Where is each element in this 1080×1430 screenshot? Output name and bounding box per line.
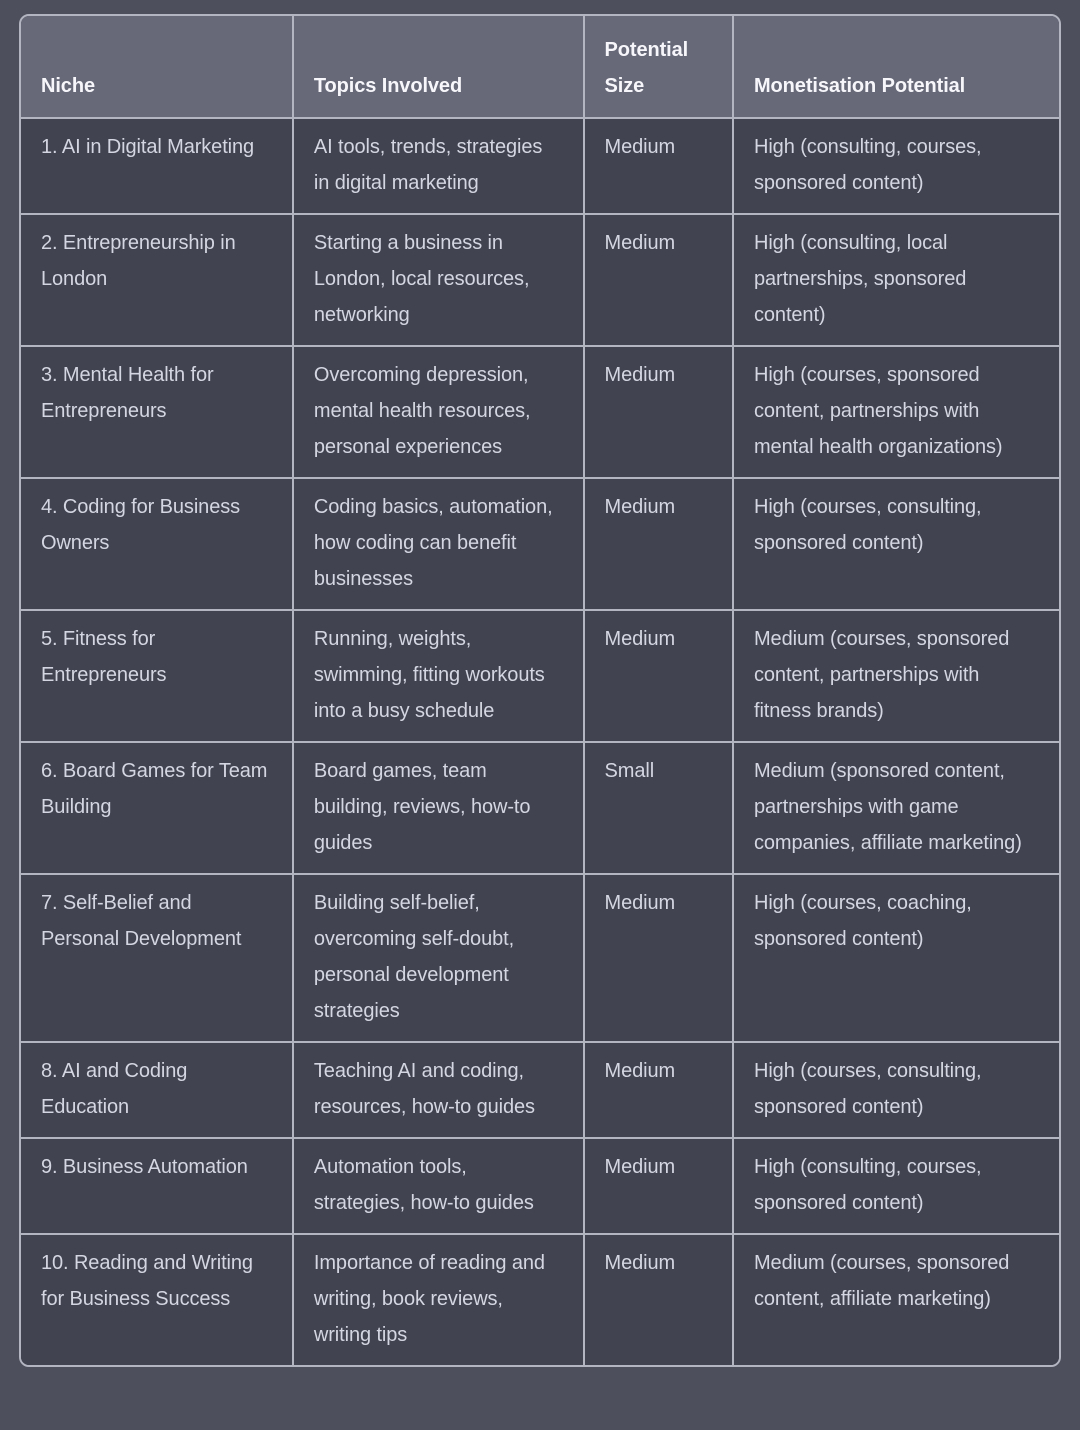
cell-monetisation: High (consulting, courses, sponsored content) [732, 117, 1059, 213]
cell-topics: Teaching AI and coding, resources, how-to guides [292, 1041, 583, 1137]
cell-topics: Coding basics, automation, how coding can benefit businesses [292, 477, 583, 609]
table-row [21, 1137, 1059, 1233]
table-head [21, 16, 1059, 117]
cell-size: Medium [583, 345, 732, 477]
cell-topics: Automation tools, strategies, how-to guides [292, 1137, 583, 1233]
column-header-niche: Niche [21, 16, 292, 117]
cell-monetisation: High (courses, coaching, sponsored content) [732, 873, 1059, 1041]
table-row [21, 117, 1059, 213]
cell-niche: 5. Fitness for Entrepreneurs [21, 609, 292, 741]
cell-topics: Running, weights, swimming, fitting workouts into a busy schedule [292, 609, 583, 741]
column-header-size: Potential Size [583, 16, 732, 117]
cell-topics: Overcoming depression, mental health resources, personal experiences [292, 345, 583, 477]
table-body [21, 117, 1059, 1365]
cell-niche: 6. Board Games for Team Building [21, 741, 292, 873]
cell-niche: 7. Self-Belief and Personal Development [21, 873, 292, 1041]
table-row [21, 1233, 1059, 1365]
cell-monetisation: High (consulting, local partnerships, sponsored content) [732, 213, 1059, 345]
cell-size: Medium [583, 477, 732, 609]
cell-topics: Building self-belief, overcoming self-doubt, personal development strategies [292, 873, 583, 1041]
cell-topics: Starting a business in London, local resources, networking [292, 213, 583, 345]
cell-size: Medium [583, 609, 732, 741]
cell-size: Medium [583, 1233, 732, 1365]
cell-size: Small [583, 741, 732, 873]
cell-niche: 9. Business Automation [21, 1137, 292, 1233]
table-row [21, 609, 1059, 741]
cell-niche: 8. AI and Coding Education [21, 1041, 292, 1137]
cell-monetisation: Medium (courses, sponsored content, partnerships with fitness brands) [732, 609, 1059, 741]
cell-monetisation: High (consulting, courses, sponsored content) [732, 1137, 1059, 1233]
cell-niche: 4. Coding for Business Owners [21, 477, 292, 609]
cell-monetisation: High (courses, consulting, sponsored content) [732, 1041, 1059, 1137]
niche-table-container [19, 14, 1061, 1367]
cell-niche: 2. Entrepreneurship in London [21, 213, 292, 345]
column-header-topics: Topics Involved [292, 16, 583, 117]
cell-size: Medium [583, 1137, 732, 1233]
niche-comparison-table [21, 16, 1059, 1365]
cell-monetisation: High (courses, sponsored content, partnerships with mental health organizations) [732, 345, 1059, 477]
cell-size: Medium [583, 213, 732, 345]
table-row [21, 213, 1059, 345]
column-header-monetisation: Monetisation Potential [732, 16, 1059, 117]
table-row [21, 1041, 1059, 1137]
table-row [21, 345, 1059, 477]
cell-size: Medium [583, 1041, 732, 1137]
cell-niche: 3. Mental Health for Entrepreneurs [21, 345, 292, 477]
cell-size: Medium [583, 873, 732, 1041]
cell-topics: AI tools, trends, strategies in digital marketing [292, 117, 583, 213]
table-row [21, 741, 1059, 873]
table-row [21, 873, 1059, 1041]
cell-topics: Importance of reading and writing, book reviews, writing tips [292, 1233, 583, 1365]
cell-niche: 1. AI in Digital Marketing [21, 117, 292, 213]
cell-monetisation: Medium (sponsored content, partnerships with game companies, affiliate marketing) [732, 741, 1059, 873]
table-row [21, 477, 1059, 609]
table-header-row [21, 16, 1059, 117]
cell-niche: 10. Reading and Writing for Business Success [21, 1233, 292, 1365]
cell-size: Medium [583, 117, 732, 213]
cell-monetisation: Medium (courses, sponsored content, affiliate marketing) [732, 1233, 1059, 1365]
cell-monetisation: High (courses, consulting, sponsored content) [732, 477, 1059, 609]
cell-topics: Board games, team building, reviews, how-to guides [292, 741, 583, 873]
